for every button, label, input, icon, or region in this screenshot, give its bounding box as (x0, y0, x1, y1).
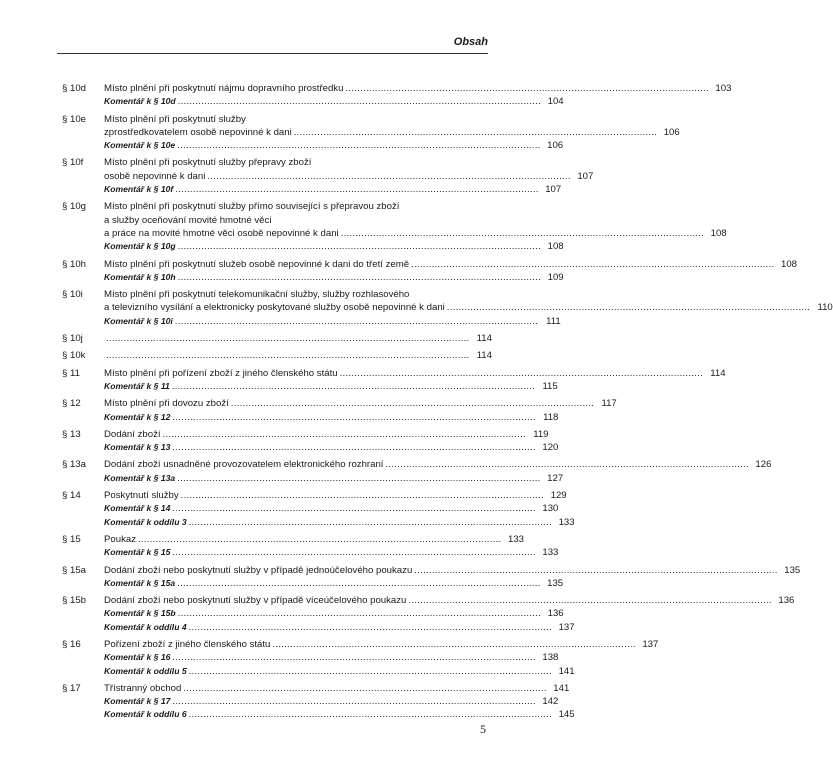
toc-page-number: 137 (558, 621, 575, 633)
toc-page-number: 114 (476, 350, 492, 362)
toc-entry (62, 288, 833, 315)
dot-leader (272, 638, 634, 651)
toc-page-number: 137 (642, 638, 659, 650)
toc-entry-title: Místo plnění při poskytnutí služby přepravy zboží (104, 157, 312, 169)
toc-comment-entry (62, 695, 559, 708)
toc-section-number (62, 139, 104, 152)
toc-entry-title: Místo plnění při poskytnutí služeb osobě nepovinné k dani do třetí země (104, 258, 410, 270)
toc-section-number (62, 380, 104, 393)
toc-page-number: 126 (755, 459, 772, 471)
toc-section-number (62, 183, 104, 196)
dot-leader (189, 516, 551, 529)
toc-entry-title: Komentář k § 10i (104, 315, 173, 326)
toc-page-number: 141 (558, 665, 575, 677)
toc-entry-title: Místo plnění při poskytnutí telekomunikační služby, služby rozhlasového (104, 289, 410, 301)
toc-entry-title: Třístranný obchod (104, 682, 182, 694)
toc-section-number (62, 271, 104, 284)
toc-entry (62, 638, 659, 651)
toc-comment-entry (62, 380, 558, 393)
toc-entry-title: Komentář k oddílu 4 (104, 621, 187, 632)
toc-entry-title: Komentář k § 10d (104, 96, 176, 107)
toc-section-number: § 13 (62, 428, 81, 440)
toc-entry-title: Komentář k § 13a (104, 472, 176, 483)
toc-entry (62, 332, 492, 345)
toc-comment-entry (62, 621, 575, 634)
toc-entry (62, 428, 549, 441)
toc-section-number (62, 607, 104, 620)
dot-leader (178, 271, 540, 284)
toc-section-number (62, 651, 104, 664)
dot-leader (189, 665, 551, 678)
toc-comment-entry (62, 607, 564, 620)
toc-page-number: 108 (547, 241, 564, 253)
toc-page-number: 107 (545, 184, 562, 196)
toc-entry (62, 533, 524, 546)
toc-page-number: 138 (542, 652, 559, 664)
toc-section-number: § 15a (62, 564, 87, 576)
toc-section-number: § 10d (62, 83, 87, 94)
toc-section-number: § 10i (62, 289, 83, 301)
toc-entry-title: Komentář k § 17 (104, 696, 171, 707)
toc-page-number: 109 (547, 271, 564, 283)
toc-entry (62, 258, 798, 271)
toc-entry-title: a práce na movité hmotné věci osobě nepovinné k dani (104, 227, 339, 239)
toc-page-number: 135 (547, 577, 564, 589)
toc-page-number: 133 (507, 533, 524, 545)
toc-section-number: § 17 (62, 682, 81, 694)
toc-page-number: 115 (542, 380, 558, 392)
toc-entry-title: Pořízení zboží z jiného členského státu (104, 638, 271, 650)
toc-entry-title: zprostředkovatelem osobě nepovinné k dani (104, 126, 292, 138)
toc-page-number: 120 (542, 442, 559, 454)
dot-leader (172, 651, 534, 664)
toc-section-number: § 15 (62, 533, 81, 545)
toc-entry-title: Komentář k § 10e (104, 140, 176, 151)
toc-entry-title: Komentář k § 12 (104, 411, 171, 422)
dot-leader (207, 170, 569, 183)
toc-entry (62, 156, 594, 183)
dot-leader (447, 301, 809, 314)
dot-leader (172, 695, 534, 708)
toc-section-number: § 13a (62, 459, 87, 471)
dot-leader (175, 315, 537, 328)
toc-comment-entry (62, 577, 564, 590)
toc-page-number: 119 (533, 428, 549, 440)
toc-entry-title: Komentář k § 15a (104, 577, 176, 588)
toc-page-number: 142 (542, 696, 559, 708)
dot-leader (172, 411, 534, 424)
toc-entry-title: Komentář k § 10f (104, 184, 174, 195)
toc-page-number: 129 (550, 490, 567, 502)
toc-entry-title: Komentář k § 10h (104, 271, 176, 282)
toc-entry (62, 200, 727, 240)
dot-leader (172, 380, 534, 393)
toc-comment-entry (62, 139, 564, 152)
toc-comment-entry (62, 472, 564, 485)
toc-page-number: 106 (547, 140, 564, 152)
dot-leader (178, 95, 540, 108)
toc-section-number (62, 95, 104, 108)
toc-page-number: 104 (547, 96, 564, 108)
dot-leader (106, 349, 468, 362)
dot-leader (181, 489, 543, 502)
toc-entry-title: Komentář k § 16 (104, 652, 171, 663)
dot-leader (345, 82, 707, 95)
toc-page-number: 114 (710, 367, 726, 379)
dot-leader (178, 607, 540, 620)
toc-comment-entry (62, 271, 564, 284)
toc-entry (62, 458, 772, 471)
toc-page-number: 103 (715, 83, 732, 94)
dot-leader (138, 533, 500, 546)
header-rule (57, 53, 488, 54)
toc-section-number (62, 502, 104, 515)
toc-entry (62, 682, 570, 695)
toc-comment-entry (62, 315, 561, 328)
toc-section-number (62, 546, 104, 559)
toc-section-number: § 12 (62, 398, 81, 410)
dot-leader (183, 682, 545, 695)
toc-section-number (62, 695, 104, 708)
toc-entry (62, 397, 617, 410)
toc-entry-title: Místo plnění při poskytnutí nájmu dopravního prostředku (104, 83, 344, 94)
toc-comment-entry (62, 441, 559, 454)
toc-entry-title: a služby oceňování movité hmotné věci (104, 214, 272, 226)
toc-page-number: 133 (558, 516, 575, 528)
toc-section-number: § 15b (62, 595, 87, 607)
toc-page-number: 127 (547, 472, 564, 484)
toc-entry-title: Poukaz (104, 533, 136, 545)
toc-entry (62, 564, 801, 577)
toc-entry-title: a televizního vysílání a elektronicky poskytované služby osobě nepovinné k dani (104, 302, 445, 314)
toc-entry-title: Místo plnění při pořízení zboží z jiného členského státu (104, 367, 338, 379)
toc-entry-title: Dodání zboží (104, 428, 161, 440)
dot-leader (231, 397, 593, 410)
toc-page-number: 108 (710, 227, 727, 239)
toc-entry-title: Dodání zboží nebo poskytnutí služby v případě jednoúčelového poukazu (104, 564, 413, 576)
toc-section-number (62, 665, 104, 678)
dot-leader (414, 564, 776, 577)
dot-leader (178, 240, 540, 253)
toc-entry-title: Komentář k § 15 (104, 547, 171, 558)
toc-entry-title: Poskytnutí služby (104, 490, 179, 502)
toc-entry-title: Místo plnění při dovozu zboží (104, 398, 229, 410)
toc-section-number (62, 411, 104, 424)
toc-section-number: § 16 (62, 638, 81, 650)
toc-entry-title: Komentář k oddílu 5 (104, 665, 187, 676)
toc-page-number: 118 (543, 411, 559, 423)
toc-entry (62, 349, 492, 362)
toc-section-number (62, 315, 104, 328)
toc-entry-title: Komentář k oddílu 6 (104, 709, 187, 720)
dot-leader (411, 258, 773, 271)
toc-comment-entry (62, 546, 559, 559)
dot-leader (175, 183, 537, 196)
toc-section-number: § 10j (62, 333, 83, 345)
toc-section-number: § 10h (62, 258, 87, 270)
toc-section-number: § 10k (62, 350, 86, 362)
toc-entry-title: Dodání zboží nebo poskytnutí služby v případě víceúčelového poukazu (104, 595, 407, 607)
dot-leader (163, 428, 525, 441)
toc-entry-title: Komentář k § 11 (104, 380, 170, 391)
toc-section-number (62, 621, 104, 634)
toc-entry-title: Komentář k § 10g (104, 241, 176, 252)
toc-section-number (62, 577, 104, 590)
toc-section-number (62, 472, 104, 485)
toc-comment-entry (62, 240, 564, 253)
toc-section-number (62, 708, 104, 721)
toc-page-number: 130 (542, 503, 559, 515)
toc-entry-title: Komentář k § 13 (104, 442, 171, 453)
dot-leader (177, 577, 539, 590)
toc-entry-title: Místo plnění při poskytnutí služby přímo související s přepravou zboží (104, 201, 400, 213)
dot-leader (189, 621, 551, 634)
toc-entry-title: Komentář k oddílu 3 (104, 516, 187, 527)
dot-leader (172, 441, 534, 454)
toc-entry (62, 82, 732, 95)
toc-section-number: § 10g (62, 201, 87, 213)
dot-leader (340, 367, 702, 380)
toc-comment-entry (62, 665, 575, 678)
toc-section-number (62, 240, 104, 253)
toc-page-number: 114 (476, 333, 492, 345)
toc-page-number: 136 (778, 595, 795, 607)
toc-page-number: 136 (547, 608, 564, 620)
toc-comment-entry (62, 502, 559, 515)
toc-comment-entry (62, 95, 564, 108)
toc-section-number (62, 441, 104, 454)
toc-page-number: 135 (784, 564, 801, 576)
page-number: 5 (480, 722, 486, 736)
dot-leader (385, 458, 747, 471)
toc-comment-entry (62, 651, 559, 664)
dot-leader (294, 126, 656, 139)
toc-page-number: 117 (601, 398, 617, 410)
table-of-contents (62, 78, 833, 722)
toc-page-number: 107 (577, 170, 594, 182)
toc-section-number: § 14 (62, 490, 81, 502)
toc-entry (62, 594, 795, 607)
toc-section-number: § 11 (62, 367, 80, 379)
dot-leader (172, 546, 534, 559)
toc-comment-entry (62, 411, 559, 424)
dot-leader (408, 594, 770, 607)
toc-page-number: 110 (817, 302, 833, 314)
toc-section-number: § 10e (62, 113, 87, 125)
toc-entry (62, 367, 726, 380)
running-header-title: Obsah (453, 36, 488, 48)
toc-entry-title: Dodání zboží usnadněné provozovatelem elektronického rozhraní (104, 459, 384, 471)
toc-entry-title: Místo plnění při poskytnutí služby (104, 113, 246, 125)
toc-entry-title: osobě nepovinné k dani (104, 170, 206, 182)
toc-entry-title: Komentář k § 15b (104, 608, 176, 619)
dot-leader (106, 332, 468, 345)
toc-section-number: § 10f (62, 157, 84, 169)
toc-page-number: 145 (558, 709, 575, 721)
toc-page-number: 141 (553, 682, 570, 694)
dot-leader (177, 139, 539, 152)
toc-comment-entry (62, 516, 575, 529)
toc-comment-entry (62, 708, 575, 721)
dot-leader (341, 227, 703, 240)
dot-leader (172, 502, 534, 515)
toc-page-number: 133 (542, 547, 559, 559)
toc-comment-entry (62, 183, 562, 196)
toc-entry-title: Komentář k § 14 (104, 503, 171, 514)
toc-page-number: 111 (546, 315, 561, 327)
toc-section-number (62, 516, 104, 529)
toc-page-number: 106 (663, 126, 680, 138)
dot-leader (177, 472, 539, 485)
dot-leader (189, 708, 551, 721)
toc-entry (62, 113, 680, 140)
toc-page-number: 108 (781, 258, 798, 270)
toc-entry (62, 489, 567, 502)
